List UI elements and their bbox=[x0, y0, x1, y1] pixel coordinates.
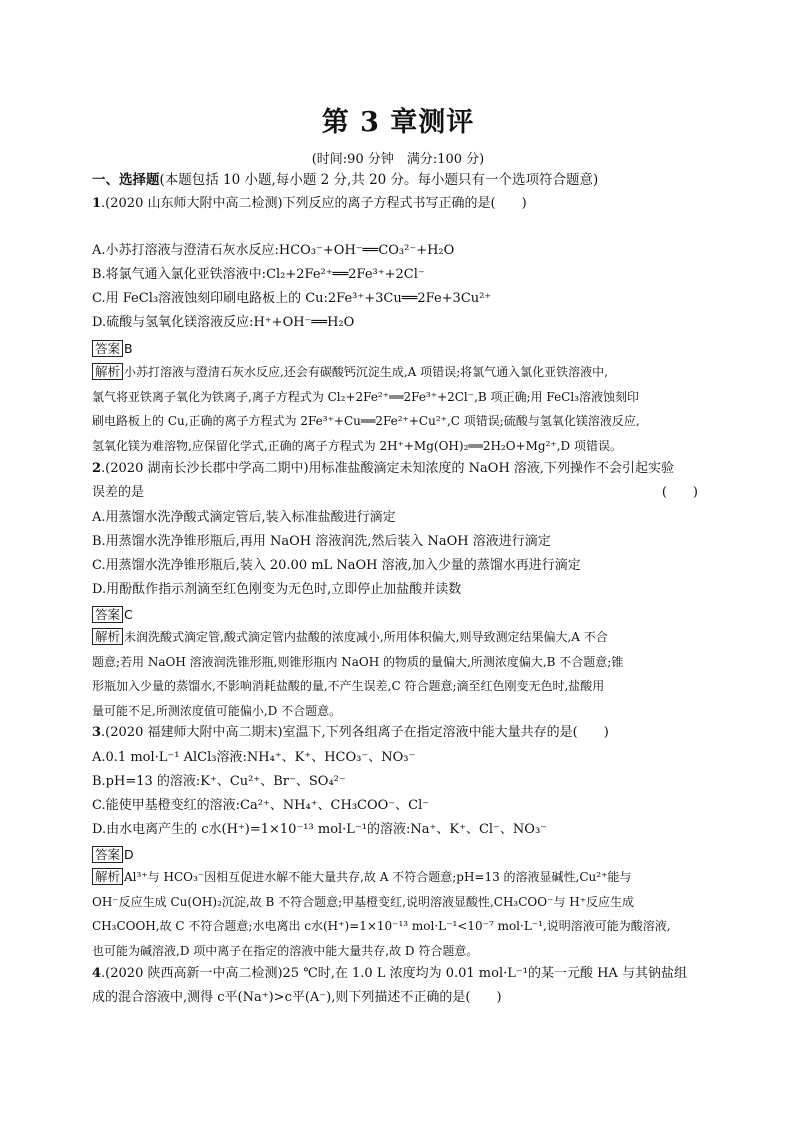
question-number: 2 bbox=[92, 461, 102, 476]
explanation-line: 氢氧化镁为难溶物,应保留化学式,正确的离子方程式为 2H⁺+Mg(OH)₂══2H₂O+Mg²⁺,D 项错误。 bbox=[92, 438, 622, 453]
q2-explanation bbox=[92, 625, 704, 723]
q1-option-b: B.将氯气通入氯化亚铁溶液中:Cl₂+2Fe²⁺══2Fe³⁺+2Cl⁻ bbox=[92, 267, 425, 282]
q2-answer bbox=[92, 606, 704, 624]
explanation-line: 量可能不足,所测浓度值可能偏小,D 不合题意。 bbox=[92, 703, 342, 718]
question-text: .(2020 湖南长沙长郡中学高二期中)用标准盐酸滴定未知浓度的 NaOH 溶液,下列操作不会引起实验 bbox=[101, 461, 675, 476]
q3-option-a: A.0.1 mol·L⁻¹ AlCl₃溶液:NH₄⁺、K⁺、HCO₃⁻、NO₃⁻ bbox=[92, 750, 416, 765]
explanation-line: Al³⁺与 HCO₃⁻因相互促进水解不能大量共存,故 A 不符合题意;pH=13 的溶液显碱性,Cu²⁺能与 bbox=[124, 870, 632, 884]
answer-value: D bbox=[124, 847, 134, 862]
question-4-stem bbox=[92, 966, 704, 982]
answer-value: B bbox=[124, 341, 133, 356]
question-3-stem bbox=[92, 725, 704, 741]
q1-option-a: A.小苏打溶液与澄清石灰水反应:HCO₃⁻+OH⁻══CO₃²⁻+H₂O bbox=[92, 243, 455, 258]
question-text: .(2020 陕西高新一中高二检测)25 ℃时,在 1.0 L 浓度均为 0.01 mol·L⁻¹的某一元酸 HA 与其钠盐组 bbox=[101, 966, 687, 981]
q2-option-c: C.用蒸馏水洗净锥形瓶后,装入 20.00 mL NaOH 溶液,加入少量的蒸馏水再进行滴定 bbox=[92, 558, 581, 573]
question-text: 误差的是 bbox=[92, 485, 145, 500]
q3-answer bbox=[92, 846, 704, 864]
question-number: 4 bbox=[92, 966, 102, 981]
q1-explanation bbox=[92, 360, 704, 458]
q2-option-a: A.用蒸馏水洗净酸式滴定管后,装入标准盐酸进行滴定 bbox=[92, 510, 396, 525]
explanation-line: 小苏打溶液与澄清石灰水反应,还会有碳酸钙沉淀生成,A 项错误;将氯气通入氯化亚铁溶液中, bbox=[124, 365, 608, 379]
q2-option-b: B.用蒸馏水洗净锥形瓶后,再用 NaOH 溶液润洗,然后装入 NaOH 溶液进行滴定 bbox=[92, 534, 551, 549]
explanation-line: 也可能为碱溶液,D 项中离子在指定的溶液中能大量共存,故 D 符合题意。 bbox=[92, 943, 479, 958]
q1-option-d: D.硫酸与氢氧化镁溶液反应:H⁺+OH⁻══H₂O bbox=[92, 315, 355, 330]
page-title: 第 3 章测评 bbox=[321, 107, 475, 138]
page-subtitle: (时间:90 分钟 满分:100 分) bbox=[311, 152, 485, 167]
explain-tag: 解析 bbox=[92, 868, 123, 885]
explanation-line: 刷电路板上的 Cu,正确的离子方程式为 2Fe³⁺+Cu══2Fe²⁺+Cu²⁺,C 项错误;硫酸与氢氧化镁溶液反应, bbox=[92, 414, 640, 428]
answer-tag: 答案 bbox=[92, 340, 123, 357]
question-number: 3 bbox=[92, 725, 102, 740]
explain-tag: 解析 bbox=[92, 363, 123, 380]
answer-tag: 答案 bbox=[92, 846, 123, 863]
answer-blank: ( ) bbox=[661, 485, 698, 500]
explanation-line: 未润洗酸式滴定管,酸式滴定管内盐酸的浓度减小,所用体积偏大,则导致测定结果偏大,A 不合 bbox=[124, 630, 608, 644]
q3-option-c: C.能使甲基橙变红的溶液:Ca²⁺、NH₄⁺、CH₃COO⁻、Cl⁻ bbox=[92, 798, 430, 813]
answer-tag: 答案 bbox=[92, 606, 123, 623]
question-2-stem-cont bbox=[92, 485, 704, 501]
q2-option-d: D.用酚酞作指示剂滴至红色刚变为无色时,立即停止加盐酸并读数 bbox=[92, 582, 462, 597]
answer-value: C bbox=[124, 607, 133, 622]
explanation-line: 题意;若用 NaOH 溶液润洗锥形瓶,则锥形瓶内 NaOH 的物质的量偏大,所测浓度偏大,B 不合题意;锥 bbox=[92, 654, 624, 669]
question-4-stem-cont: 成的混合溶液中,测得 c平(Na⁺)>c平(A⁻),则下列描述不正确的是( ) bbox=[92, 990, 502, 1005]
explanation-line: OH⁻反应生成 Cu(OH)₂沉淀,故 B 不符合题意;甲基橙变红,说明溶液显酸性,CH₃COO⁻与 H⁺反应生成 bbox=[92, 894, 635, 909]
question-text: .(2020 山东师大附中高二检测)下列反应的离子方程式书写正确的是( ) bbox=[101, 196, 527, 211]
explain-tag: 解析 bbox=[92, 628, 123, 645]
question-text: .(2020 福建师大附中高二期末)室温下,下列各组离子在指定溶液中能大量共存的是( ) bbox=[101, 725, 609, 740]
explanation-line: 氯气将亚铁离子氧化为铁离子,离子方程式为 Cl₂+2Fe²⁺══2Fe³⁺+2Cl⁻,B 项正确;用 FeCl₃溶液蚀刻印 bbox=[92, 389, 640, 404]
question-number: 1 bbox=[92, 196, 102, 211]
question-2-stem bbox=[92, 461, 704, 477]
section-label: 一、选择题 bbox=[92, 172, 160, 188]
q1-answer bbox=[92, 340, 704, 358]
q3-option-d: D.由水电离产生的 c水(H⁺)=1×10⁻¹³ mol·L⁻¹的溶液:Na⁺、K⁺、Cl⁻、NO₃⁻ bbox=[92, 822, 548, 837]
question-1-stem bbox=[92, 196, 704, 212]
q3-option-b: B.pH=13 的溶液:K⁺、Cu²⁺、Br⁻、SO₄²⁻ bbox=[92, 774, 346, 789]
q1-option-c: C.用 FeCl₃溶液蚀刻印刷电路板上的 Cu:2Fe³⁺+3Cu══2Fe+3Cu²⁺ bbox=[92, 291, 492, 306]
explanation-line: CH₃COOH,故 C 不符合题意;水电离出 c水(H⁺)=1×10⁻¹³ mol·L⁻¹<10⁻⁷ mol·L⁻¹,说明溶液可能为酸溶液, bbox=[92, 919, 671, 933]
section-heading bbox=[92, 172, 704, 188]
explanation-line: 形瓶加入少量的蒸馏水,不影响消耗盐酸的量,不产生误差,C 符合题意;滴至红色刚变无色时,盐酸用 bbox=[92, 679, 605, 693]
section-text: (本题包括 10 小题,每小题 2 分,共 20 分。每小题只有一个选项符合题意) bbox=[159, 172, 599, 188]
q3-explanation bbox=[92, 865, 704, 963]
